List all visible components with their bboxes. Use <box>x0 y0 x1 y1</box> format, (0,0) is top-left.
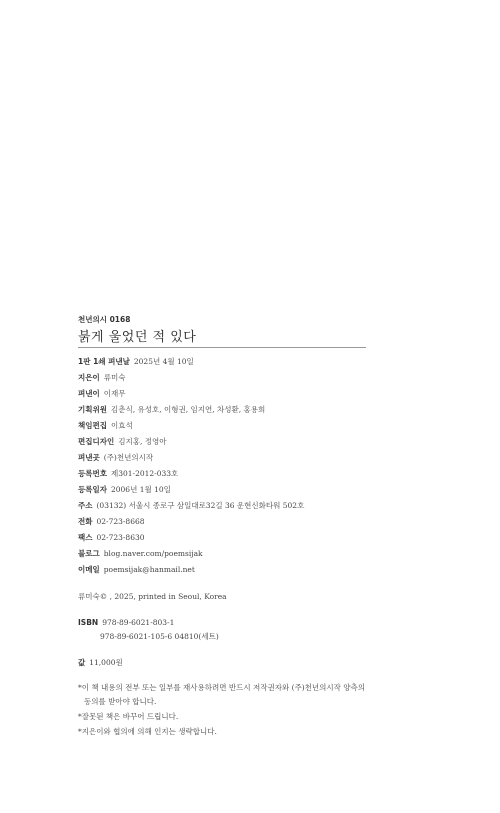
detail-row-publisher <box>78 386 126 402</box>
detail-value: poemsijak@hanmail.net <box>103 565 195 574</box>
detail-value: 제301-2012-033호 <box>110 469 179 478</box>
detail-row-company <box>78 450 153 466</box>
detail-label: 블로그 <box>78 549 100 558</box>
notice-line: *이 책 내용의 전부 또는 일부를 재사용하려면 반드시 저작권자와 (주)천년의시작 양측의 <box>78 683 366 692</box>
detail-row-editor <box>78 418 133 434</box>
notice-line: *지은이와 협의에 의해 인지는 생략합니다. <box>78 727 217 736</box>
detail-value: 2006년 1월 10일 <box>110 485 171 494</box>
isbn-label: ISBN <box>78 618 99 627</box>
detail-value: (주)천년의시작 <box>103 453 154 462</box>
detail-row-email <box>78 562 195 578</box>
detail-label: 팩스 <box>78 533 93 542</box>
detail-label: 이메일 <box>78 565 100 574</box>
edition-row <box>78 354 194 370</box>
detail-label: 지은이 <box>78 373 100 382</box>
detail-value: 김춘식, 유성호, 이형권, 임지연, 차성환, 홍용희 <box>110 405 266 414</box>
detail-value: 류미숙 <box>103 373 126 382</box>
notice-line: *잘못된 책은 바꾸어 드립니다. <box>78 712 179 721</box>
detail-row-blog <box>78 546 203 562</box>
price-value: 11,000원 <box>89 658 123 667</box>
detail-row-fax <box>78 530 145 546</box>
detail-label: 전화 <box>78 517 93 526</box>
detail-row-registration-number <box>78 466 178 482</box>
detail-value: blog.naver.com/poemsijak <box>103 549 203 558</box>
detail-label: 펴낸이 <box>78 389 100 398</box>
edition-label: 1판 1쇄 펴낸날 <box>78 357 130 366</box>
detail-label: 등록번호 <box>78 469 107 478</box>
series-number: 천년의시 0168 <box>78 315 131 324</box>
detail-label: 등록일자 <box>78 485 107 494</box>
detail-value: (03132) 서울시 종로구 삼일대로32길 36 운현신화타워 502호 <box>96 501 305 510</box>
detail-label: 주소 <box>78 501 93 510</box>
book-title: 붉게 울었던 적 있다 <box>78 330 197 345</box>
detail-row-planning <box>78 402 265 418</box>
detail-row-author <box>78 370 126 386</box>
detail-value: 이효석 <box>110 421 133 430</box>
isbn-value: 978-89-6021-803-1 <box>102 618 175 627</box>
notice-line: 동의를 받아야 합니다. <box>84 697 157 706</box>
detail-value: 이재무 <box>103 389 126 398</box>
edition-value: 2025년 4월 10일 <box>133 357 194 366</box>
divider <box>78 347 366 348</box>
detail-row-registration-date <box>78 482 171 498</box>
price-label: 값 <box>78 658 86 667</box>
detail-value: 김지홍, 정영아 <box>118 437 167 446</box>
detail-label: 펴낸곳 <box>78 453 100 462</box>
detail-label: 책임편집 <box>78 421 107 430</box>
detail-row-phone <box>78 514 145 530</box>
detail-row-address <box>78 498 304 514</box>
detail-value: 02-723-8668 <box>96 517 145 526</box>
copyright-line: 류미숙© , 2025, printed in Seoul, Korea <box>78 592 227 601</box>
detail-value: 02-723-8630 <box>96 533 145 542</box>
detail-label: 편집디자인 <box>78 437 115 446</box>
detail-label: 기획위원 <box>78 405 107 414</box>
price-row <box>78 655 123 671</box>
detail-row-design <box>78 434 166 450</box>
isbn-set-value: 978-89-6021-105-6 04810(세트) <box>100 632 219 641</box>
